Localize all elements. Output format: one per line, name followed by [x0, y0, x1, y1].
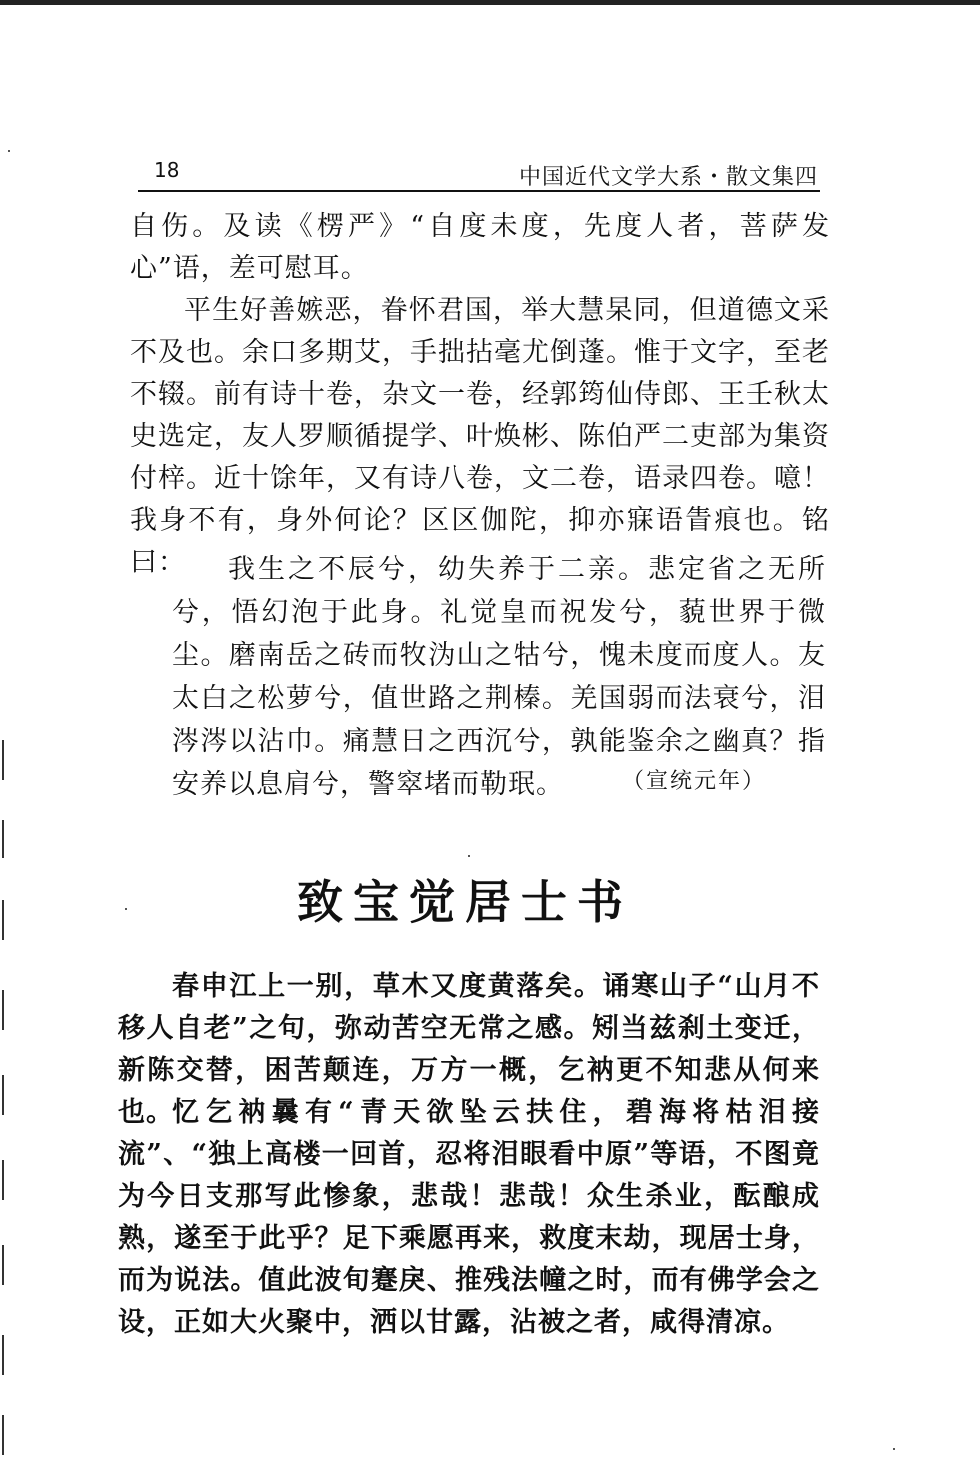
date-note: （宣统元年） [622, 769, 767, 794]
body-paragraph: 平生好善嫉恶，眷怀君国，举大慧杲同，但道德文采不及也。余口多期艾，手拙拈毫尤倒蓬。惟于文字，至老不辍。前有诗十卷，杂文一卷，经郭筠仙侍郎、王壬秋太史选定，友人罗顺循提学、叶焕彬、陈伯严二吏部为集资付梓。近十馀年，又有诗八卷，文二卷，语录四卷。噫！我身不有，身外何论？区区伽陀，抑亦寐语眚痕也。铭曰： [130, 295, 830, 578]
inscription-verse: 我生之不辰兮，幼失养于二亲。悲定省之无所兮，悟幻泡于此身。礼觉皇而祝发兮，藐世界于微尘。磨南岳之砖而牧沩山之牯兮，愧未度而度人。友太白之松萝兮，值世路之荆榛。羌国弱而法衰兮，泪涔涔以沾巾。痛慧日之西沉兮，孰能鉴余之幽真？指安养以息肩兮，警窣堵而勒珉。 [172, 554, 826, 800]
header-rule [138, 190, 820, 192]
page-header [138, 158, 818, 192]
section-title: 致宝觉居士书 [297, 875, 633, 929]
scan-speck [468, 855, 470, 857]
scan-speck [893, 1448, 895, 1450]
body-paragraph: 自伤。及读《楞严》“自度未度，先度人者，菩萨发心”语，差可慰耳。 [130, 211, 830, 284]
margin-mark [2, 1160, 4, 1200]
scan-edge [0, 0, 980, 5]
scan-speck [8, 150, 10, 152]
margin-mark [2, 820, 4, 858]
margin-mark [2, 990, 4, 1030]
letter-paragraph: 春申江上一别，草木又度黄落矣。诵寒山子“山月不移人自老”之句，弥动苦空无常之感。矧当兹刹土变迁，新陈交替，困苦颠连，万方一概，乞衲更不知悲从何来也。 [118, 971, 820, 1128]
margin-mark [2, 1245, 4, 1285]
margin-mark [2, 1075, 4, 1115]
running-title: 中国近代文学大系・散文集四 [518, 165, 818, 190]
margin-mark [2, 1335, 4, 1375]
page-number: 18 [154, 158, 180, 182]
margin-mark [2, 1415, 4, 1455]
margin-mark [2, 740, 4, 780]
letter-paragraph: 忆乞衲曩有“青天欲坠云扶住，碧海将枯泪接流”、“独上高楼一回首，忍将泪眼看中原”等语，不图竟为今日支那写此惨象，悲哉！悲哉！众生杀业，酝酿成熟，遂至于此乎？足下乘愿再来，救度末劫，现居士身，而为说法。值此波旬蹇戾、推残法幢之时，而有佛学会之设，正如大火聚中，洒以甘露，沾被之者，咸得清凉。 [118, 1097, 820, 1338]
